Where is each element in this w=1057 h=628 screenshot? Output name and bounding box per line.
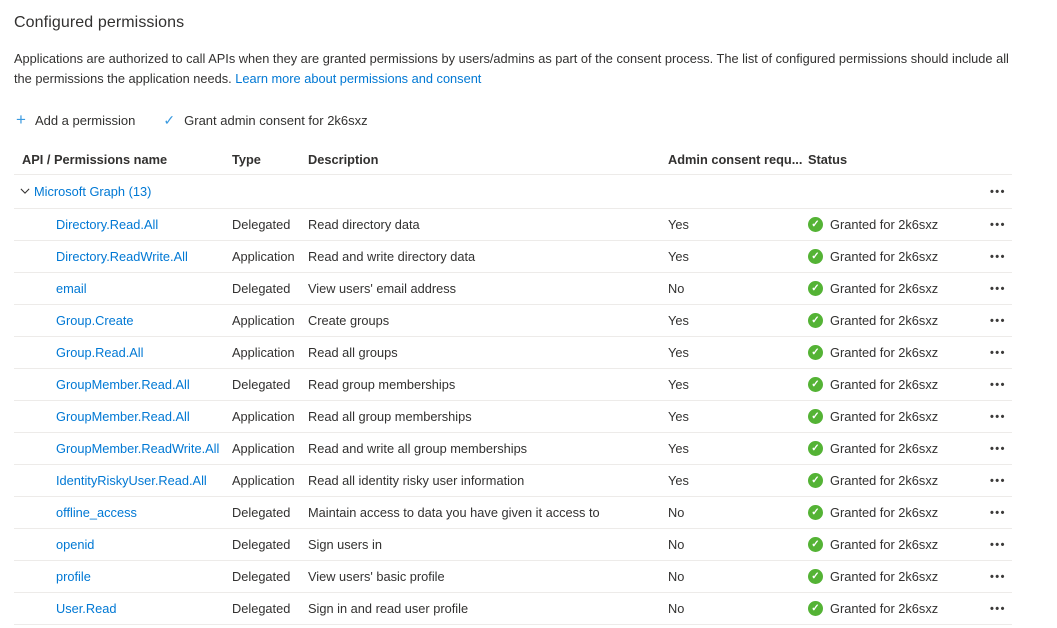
permission-type: Application bbox=[232, 312, 295, 328]
permission-type: Application bbox=[232, 248, 295, 264]
status-text: Granted for 2k6sxz bbox=[830, 568, 939, 584]
granted-check-icon: ✓ bbox=[808, 313, 823, 328]
permission-type: Delegated bbox=[232, 376, 291, 392]
table-header-row bbox=[14, 146, 1012, 175]
permission-type: Delegated bbox=[232, 600, 291, 616]
permission-name-link[interactable]: GroupMember.Read.All bbox=[56, 408, 190, 424]
admin-consent-required-value: Yes bbox=[668, 216, 689, 232]
admin-consent-required-value: Yes bbox=[668, 344, 689, 360]
row-actions-cell bbox=[975, 440, 1012, 456]
permission-type: Delegated bbox=[232, 216, 291, 232]
granted-check-icon: ✓ bbox=[808, 249, 823, 264]
admin-consent-required-value: Yes bbox=[668, 312, 689, 328]
permission-name-cell bbox=[14, 249, 232, 264]
permission-name-link[interactable]: GroupMember.ReadWrite.All bbox=[56, 440, 220, 456]
api-group-row bbox=[14, 175, 1012, 209]
table-row bbox=[14, 337, 1012, 369]
more-options-button[interactable]: ••• bbox=[989, 251, 1006, 264]
status-text: Granted for 2k6sxz bbox=[830, 440, 939, 456]
col-header-api-permissions-name[interactable]: API / Permissions name bbox=[22, 152, 168, 168]
permission-type: Delegated bbox=[232, 536, 291, 552]
table-row bbox=[14, 529, 1012, 561]
permission-name-link[interactable]: profile bbox=[56, 568, 91, 584]
admin-consent-required-value: No bbox=[668, 600, 685, 616]
permission-status bbox=[808, 537, 975, 552]
admin-consent-required-value: No bbox=[668, 280, 685, 296]
table-row bbox=[14, 209, 1012, 241]
permission-status bbox=[808, 569, 975, 584]
permission-description: Read directory data bbox=[308, 216, 420, 232]
permission-name-link[interactable]: User.Read bbox=[56, 600, 117, 616]
learn-more-link[interactable]: Learn more about permissions and consent bbox=[235, 71, 482, 87]
permission-description: Read all groups bbox=[308, 344, 398, 360]
col-header-admin-consent[interactable]: Admin consent requ... bbox=[668, 152, 803, 168]
table-row bbox=[14, 465, 1012, 497]
api-group-cell bbox=[14, 184, 232, 199]
granted-check-icon: ✓ bbox=[808, 409, 823, 424]
admin-consent-required-value: Yes bbox=[668, 376, 689, 392]
permission-name-cell bbox=[14, 217, 232, 232]
permissions-table bbox=[14, 146, 1012, 625]
check-icon: ✓ bbox=[163, 112, 176, 129]
permission-description: View users' email address bbox=[308, 280, 457, 296]
permission-name-link[interactable]: IdentityRiskyUser.Read.All bbox=[56, 472, 207, 488]
row-actions-cell bbox=[975, 536, 1012, 552]
api-group-link[interactable]: Microsoft Graph (13) bbox=[34, 183, 152, 199]
grant-admin-consent-label: Grant admin consent for 2k6sxz bbox=[184, 112, 368, 128]
permission-status bbox=[808, 345, 975, 360]
add-permission-button[interactable] bbox=[14, 111, 137, 130]
granted-check-icon: ✓ bbox=[808, 569, 823, 584]
permission-status bbox=[808, 281, 975, 296]
permission-name-cell bbox=[14, 505, 232, 520]
permission-name-cell bbox=[14, 313, 232, 328]
row-actions-cell bbox=[975, 312, 1012, 328]
more-options-button[interactable]: ••• bbox=[989, 571, 1006, 584]
more-options-button[interactable]: ••• bbox=[989, 283, 1006, 296]
permission-description: Read and write directory data bbox=[308, 248, 476, 264]
status-text: Granted for 2k6sxz bbox=[830, 504, 939, 520]
table-row bbox=[14, 433, 1012, 465]
permission-name-cell bbox=[14, 537, 232, 552]
page-title: Configured permissions bbox=[14, 14, 185, 31]
permission-type: Delegated bbox=[232, 504, 291, 520]
permission-status bbox=[808, 313, 975, 328]
granted-check-icon: ✓ bbox=[808, 601, 823, 616]
command-bar bbox=[14, 111, 1057, 130]
admin-consent-required-value: Yes bbox=[668, 248, 689, 264]
description-text: Applications are authorized to call APIs when they are granted permissions by users/admins as part of the consent process. The list of configured permissions should include all the permissions the application needs. bbox=[14, 51, 1009, 87]
permission-status bbox=[808, 473, 975, 488]
table-row bbox=[14, 273, 1012, 305]
permission-name-cell bbox=[14, 601, 232, 616]
permission-description: Sign users in bbox=[308, 536, 382, 552]
table-row bbox=[14, 305, 1012, 337]
permission-description: View users' basic profile bbox=[308, 568, 445, 584]
admin-consent-required-value: Yes bbox=[668, 472, 689, 488]
table-row bbox=[14, 369, 1012, 401]
permission-type: Application bbox=[232, 472, 295, 488]
status-text: Granted for 2k6sxz bbox=[830, 280, 939, 296]
status-text: Granted for 2k6sxz bbox=[830, 216, 939, 232]
row-actions-cell bbox=[975, 248, 1012, 264]
row-actions-cell bbox=[975, 280, 1012, 296]
granted-check-icon: ✓ bbox=[808, 473, 823, 488]
permission-status bbox=[808, 409, 975, 424]
granted-check-icon: ✓ bbox=[808, 505, 823, 520]
row-actions-cell bbox=[975, 472, 1012, 488]
more-options-button[interactable]: ••• bbox=[989, 475, 1006, 488]
permission-name-link[interactable]: Directory.ReadWrite.All bbox=[56, 248, 188, 264]
admin-consent-required-value: No bbox=[668, 504, 685, 520]
permissions-rows bbox=[14, 209, 1012, 625]
permission-name-cell bbox=[14, 377, 232, 392]
permission-type: Delegated bbox=[232, 568, 291, 584]
add-permission-label: Add a permission bbox=[34, 112, 136, 128]
permission-status bbox=[808, 217, 975, 232]
permission-name-link[interactable]: openid bbox=[56, 536, 95, 552]
status-text: Granted for 2k6sxz bbox=[830, 376, 939, 392]
row-actions-cell bbox=[975, 216, 1012, 232]
permission-name-link[interactable]: GroupMember.Read.All bbox=[56, 376, 190, 392]
permission-status bbox=[808, 601, 975, 616]
table-row bbox=[14, 241, 1012, 273]
row-actions-cell bbox=[975, 344, 1012, 360]
row-actions-cell bbox=[975, 600, 1012, 616]
permission-name-cell bbox=[14, 569, 232, 584]
table-row bbox=[14, 561, 1012, 593]
permission-name-cell bbox=[14, 345, 232, 360]
more-options-button[interactable]: ••• bbox=[989, 507, 1006, 520]
permission-status bbox=[808, 249, 975, 264]
status-text: Granted for 2k6sxz bbox=[830, 600, 939, 616]
more-options-button[interactable]: ••• bbox=[989, 347, 1006, 360]
admin-consent-required-value: No bbox=[668, 568, 685, 584]
admin-consent-required-value: Yes bbox=[668, 440, 689, 456]
col-header-status[interactable]: Status bbox=[808, 152, 848, 168]
grant-admin-consent-button[interactable] bbox=[161, 111, 369, 130]
permission-status bbox=[808, 377, 975, 392]
col-header-type[interactable]: Type bbox=[232, 152, 261, 168]
permission-name-cell bbox=[14, 473, 232, 488]
permission-name-link[interactable]: email bbox=[56, 280, 87, 296]
permission-type: Application bbox=[232, 408, 295, 424]
permission-name-cell bbox=[14, 441, 232, 456]
permission-description: Read and write all group memberships bbox=[308, 440, 528, 456]
row-actions-cell bbox=[975, 568, 1012, 584]
description bbox=[14, 49, 1019, 90]
granted-check-icon: ✓ bbox=[808, 345, 823, 360]
chevron-down-icon[interactable] bbox=[19, 185, 31, 197]
permission-description: Read all group memberships bbox=[308, 408, 472, 424]
table-row bbox=[14, 497, 1012, 529]
granted-check-icon: ✓ bbox=[808, 537, 823, 552]
permission-type: Delegated bbox=[232, 280, 291, 296]
granted-check-icon: ✓ bbox=[808, 281, 823, 296]
table-row bbox=[14, 593, 1012, 625]
permission-name-cell bbox=[14, 281, 232, 296]
more-options-button[interactable]: ••• bbox=[989, 539, 1006, 552]
permission-type: Application bbox=[232, 440, 295, 456]
admin-consent-required-value: No bbox=[668, 536, 685, 552]
granted-check-icon: ✓ bbox=[808, 217, 823, 232]
permission-name-cell bbox=[14, 409, 232, 424]
status-text: Granted for 2k6sxz bbox=[830, 408, 939, 424]
more-options-button[interactable]: ••• bbox=[989, 379, 1006, 392]
table-row bbox=[14, 401, 1012, 433]
status-text: Granted for 2k6sxz bbox=[830, 248, 939, 264]
granted-check-icon: ✓ bbox=[808, 441, 823, 456]
permission-status bbox=[808, 505, 975, 520]
row-actions-cell bbox=[975, 376, 1012, 392]
permission-name-link[interactable]: Group.Create bbox=[56, 312, 134, 328]
plus-icon: + bbox=[16, 110, 26, 130]
more-options-button[interactable]: ••• bbox=[989, 315, 1006, 328]
status-text: Granted for 2k6sxz bbox=[830, 536, 939, 552]
more-options-button[interactable]: ••• bbox=[989, 186, 1006, 199]
status-text: Granted for 2k6sxz bbox=[830, 312, 939, 328]
status-text: Granted for 2k6sxz bbox=[830, 472, 939, 488]
row-actions-cell bbox=[975, 504, 1012, 520]
admin-consent-required-value: Yes bbox=[668, 408, 689, 424]
permission-description: Read group memberships bbox=[308, 376, 456, 392]
more-options-button[interactable]: ••• bbox=[989, 219, 1006, 232]
permission-type: Application bbox=[232, 344, 295, 360]
permission-description: Read all identity risky user information bbox=[308, 472, 525, 488]
permission-name-link[interactable]: Group.Read.All bbox=[56, 344, 144, 360]
permission-description: Sign in and read user profile bbox=[308, 600, 469, 616]
row-actions-cell bbox=[975, 408, 1012, 424]
group-actions-cell bbox=[975, 182, 1012, 200]
more-options-button[interactable]: ••• bbox=[989, 411, 1006, 424]
permission-name-link[interactable]: Directory.Read.All bbox=[56, 216, 159, 232]
status-text: Granted for 2k6sxz bbox=[830, 344, 939, 360]
col-header-description[interactable]: Description bbox=[308, 152, 379, 168]
permission-name-link[interactable]: offline_access bbox=[56, 504, 137, 520]
permission-status bbox=[808, 441, 975, 456]
permission-description: Maintain access to data you have given it access to bbox=[308, 504, 600, 520]
permission-description: Create groups bbox=[308, 312, 390, 328]
granted-check-icon: ✓ bbox=[808, 377, 823, 392]
more-options-button[interactable]: ••• bbox=[989, 603, 1006, 616]
more-options-button[interactable]: ••• bbox=[989, 443, 1006, 456]
